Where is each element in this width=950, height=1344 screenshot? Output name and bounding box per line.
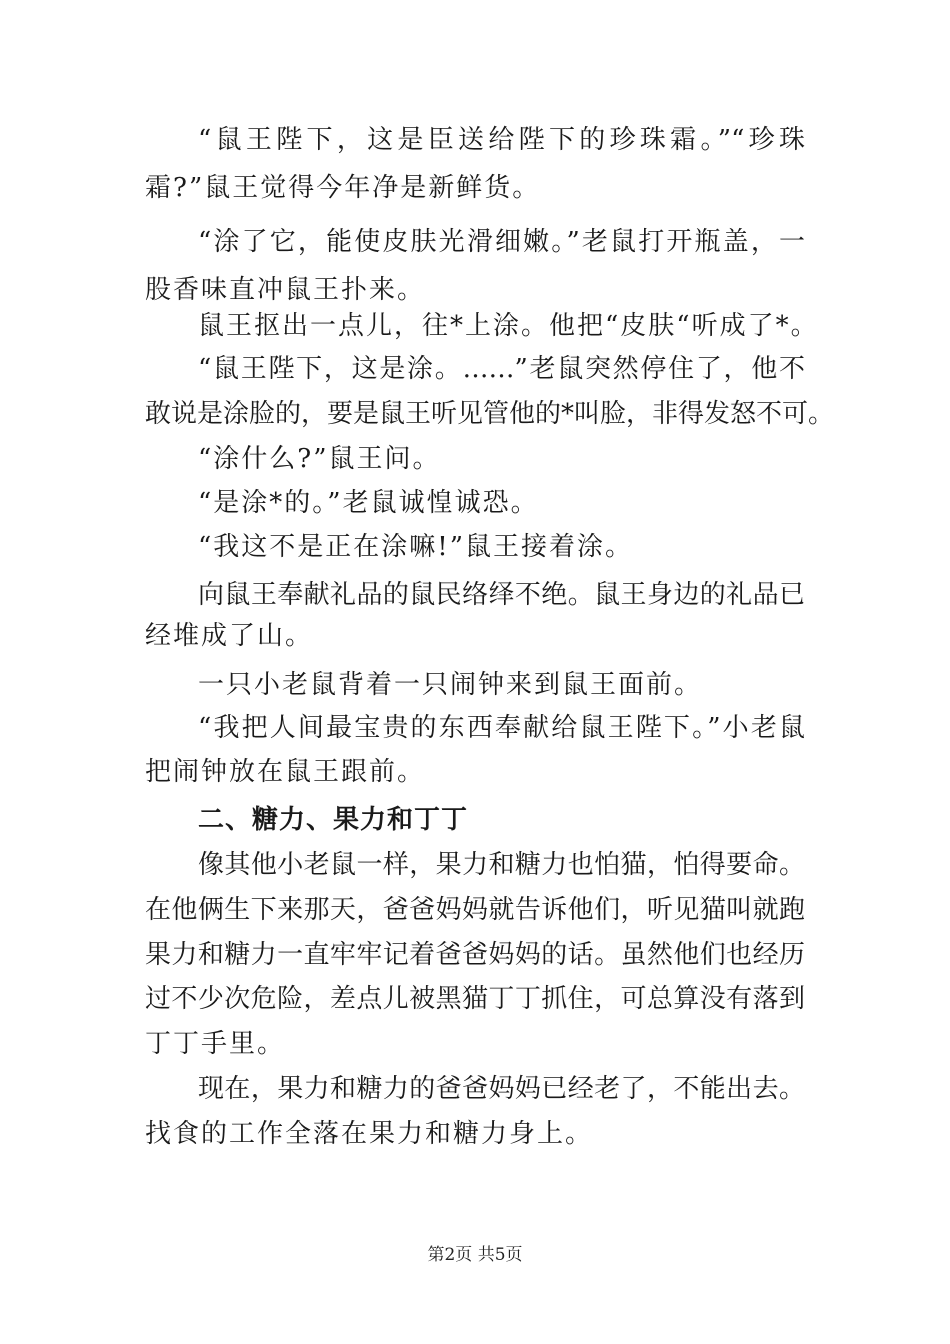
- section-heading: 二、糖力、果力和丁丁: [198, 805, 469, 835]
- text-line: 过不少次危险，差点儿被黑猫丁丁抓住，可总算没有落到: [145, 984, 805, 1014]
- text-line: 敢说是涂脸的，要是鼠王听见管他的*叫脸，非得发怒不可。: [145, 399, 835, 429]
- text-line: 丁丁手里。: [145, 1029, 286, 1059]
- text-line: “鼠王陛下，这是臣送给陛下的珍珠霜。”“珍珠: [198, 125, 805, 155]
- text-line: “涂什么?”鼠王问。: [198, 444, 441, 474]
- text-line: 把闹钟放在鼠王跟前。: [145, 757, 426, 787]
- text-line: “我把人间最宝贵的东西奉献给鼠王陛下。”小老鼠: [198, 713, 805, 743]
- text-line: “是涂*的。”老鼠诚惶诚恐。: [198, 488, 539, 518]
- text-line: “我这不是正在涂嘛!”鼠王接着涂。: [198, 532, 634, 562]
- text-line: 现在，果力和糖力的爸爸妈妈已经老了，不能出去。: [198, 1074, 805, 1104]
- text-line: 股香味直冲鼠王扑来。: [145, 275, 426, 305]
- text-line: 像其他小老鼠一样，果力和糖力也怕猫，怕得要命。: [198, 850, 805, 880]
- text-line: 向鼠王奉献礼品的鼠民络绎不绝。鼠王身边的礼品已: [198, 580, 805, 610]
- text-line: 一只小老鼠背着一只闹钟来到鼠王面前。: [198, 670, 703, 700]
- text-line: 鼠王抠出一点儿，往*上涂。他把“皮肤“听成了*。: [198, 311, 819, 341]
- text-line: 找食的工作全落在果力和糖力身上。: [145, 1119, 594, 1149]
- text-line: “涂了它，能使皮肤光滑细嫩。”老鼠打开瓶盖，一: [198, 227, 805, 257]
- text-line: “鼠王陛下，这是涂。……”老鼠突然停住了，他不: [198, 354, 805, 384]
- text-line: 霜?”鼠王觉得今年净是新鲜货。: [145, 173, 541, 203]
- text-line: 在他俩生下来那天，爸爸妈妈就告诉他们，听见猫叫就跑: [145, 895, 805, 925]
- text-line: 果力和糖力一直牢牢记着爸爸妈妈的话。虽然他们也经历: [145, 940, 805, 970]
- text-line: 经堆成了山。: [145, 621, 314, 651]
- page-footer: 第2页 共5页: [427, 1245, 523, 1265]
